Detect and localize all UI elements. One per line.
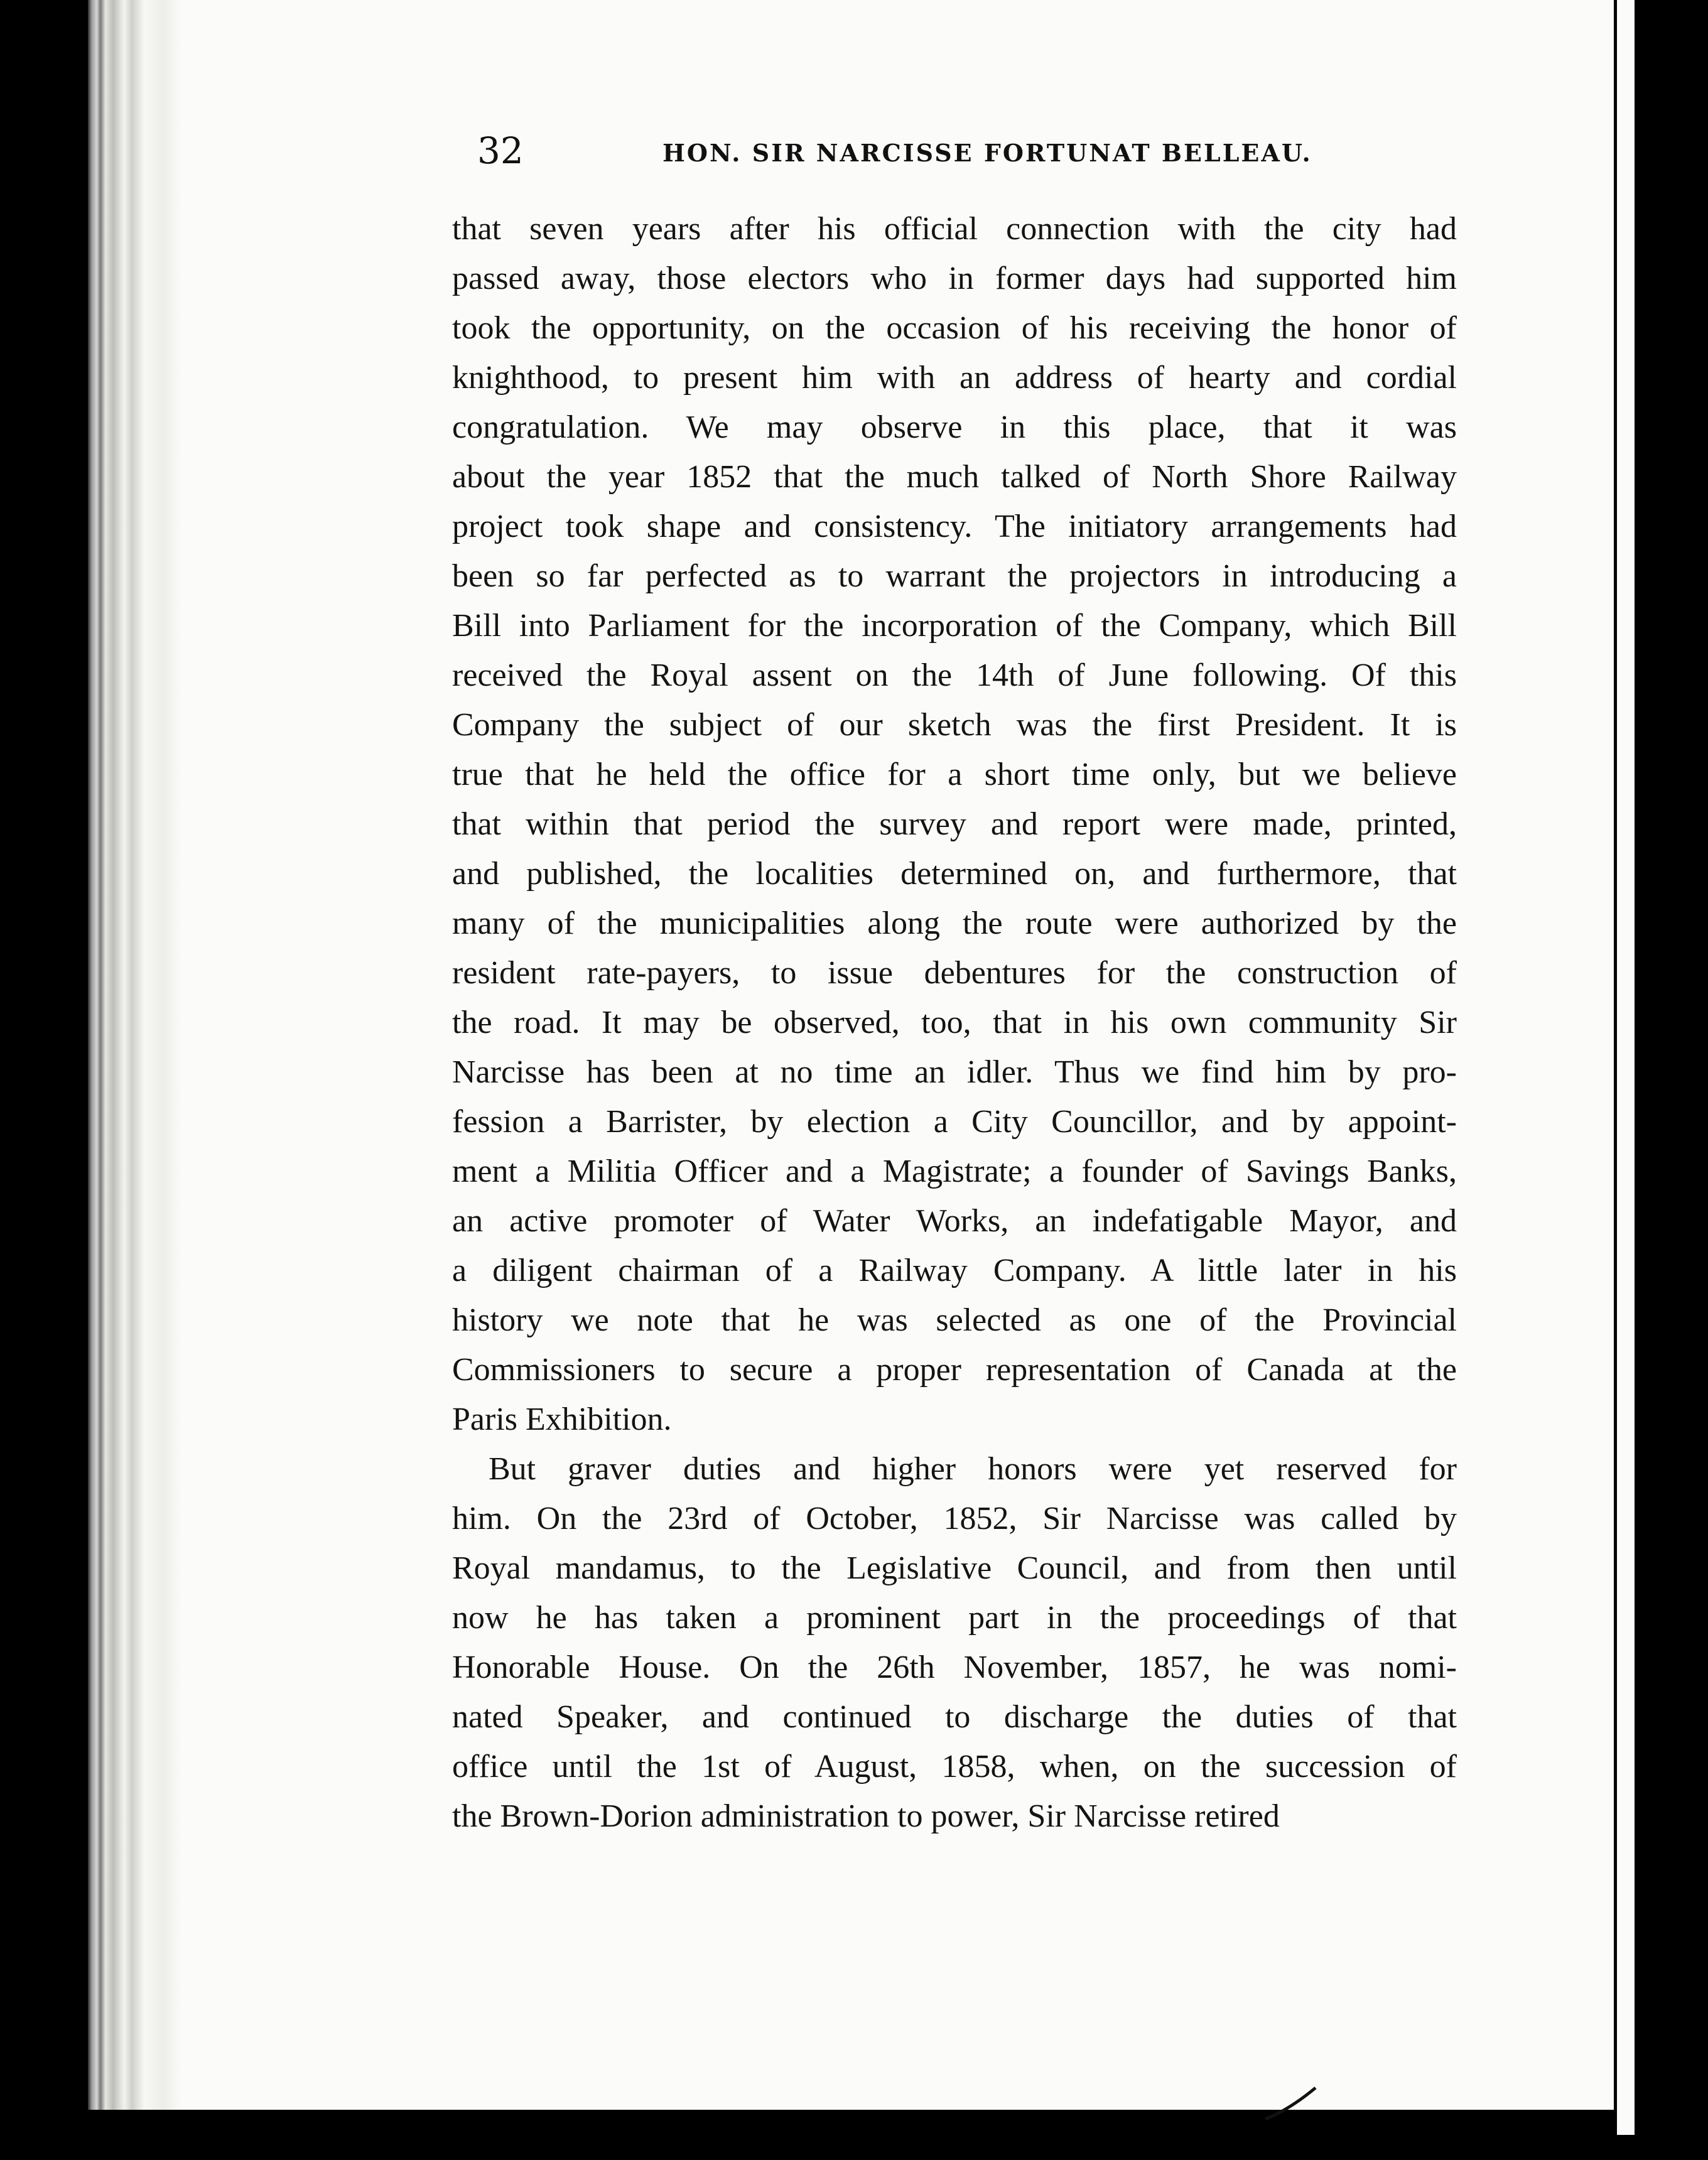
text-line: knighthood, to present him with an address of hearty and cordial	[452, 360, 1457, 396]
text-line: Commissioners to secure a proper representation of Canada at the	[452, 1352, 1457, 1388]
running-head: HON. SIR NARCISSE FORTUNAT BELLEAU.	[662, 139, 1312, 167]
text-line: an active promoter of Water Works, an indefatigable Mayor, and	[452, 1203, 1457, 1239]
text-line: him. On the 23rd of October, 1852, Sir Narcisse was called by	[452, 1501, 1457, 1536]
text-line: a diligent chairman of a Railway Company. A little later in his	[452, 1253, 1457, 1288]
text-line: about the year 1852 that the much talked of North Shore Railway	[452, 459, 1457, 495]
text-line: the Brown-Dorion administration to power, Sir Narcisse retired	[452, 1798, 1280, 1834]
text-line: project took shape and consistency. The initiatory arrangements had	[452, 509, 1457, 544]
text-line: office until the 1st of August, 1858, when, on the succession of	[452, 1749, 1457, 1785]
text-line: nated Speaker, and continued to discharge the duties of that	[452, 1699, 1457, 1735]
text-line: Company the subject of our sketch was the first President. It is	[452, 707, 1457, 743]
text-line: congratulation. We may observe in this place, that it was	[452, 409, 1457, 445]
text-line: been so far perfected as to warrant the projectors in introducing a	[452, 558, 1457, 594]
text-line: history we note that he was selected as one of the Provincial	[452, 1302, 1457, 1338]
page-header	[477, 126, 1312, 182]
adjacent-page-edge	[1617, 0, 1635, 2135]
text-line: Paris Exhibition.	[452, 1401, 672, 1437]
text-line: and published, the localities determined on, and furthermore, that	[452, 856, 1457, 892]
text-line: many of the municipalities along the route were authorized by the	[452, 905, 1457, 941]
text-line: Bill into Parliament for the incorporation of the Company, which Bill	[452, 608, 1457, 644]
text-line: ment a Militia Officer and a Magistrate; a founder of Savings Banks,	[452, 1153, 1457, 1189]
body-text	[452, 204, 1457, 1841]
text-line: the road. It may be observed, too, that in his own community Sir	[452, 1005, 1457, 1040]
text-line: took the opportunity, on the occasion of his receiving the honor of	[452, 310, 1457, 346]
text-line: passed away, those electors who in former days had supported him	[452, 261, 1457, 296]
text-line: fession a Barrister, by election a City Councillor, and by appoint-	[452, 1104, 1457, 1140]
binding-gutter	[88, 0, 182, 2110]
text-line: received the Royal assent on the 14th of June following. Of this	[452, 657, 1457, 693]
text-line: now he has taken a prominent part in the proceedings of that	[452, 1600, 1457, 1636]
text-line: that within that period the survey and report were made, printed,	[452, 806, 1457, 842]
text-line: true that he held the office for a short time only, but we believe	[452, 757, 1457, 792]
page-number: 32	[477, 129, 524, 172]
text-line: Royal mandamus, to the Legislative Council, and from then until	[452, 1550, 1457, 1586]
text-line: Honorable House. On the 26th November, 1857, he was nomi-	[452, 1650, 1457, 1685]
text-line: Narcisse has been at no time an idler. Thus we find him by pro-	[452, 1054, 1457, 1090]
text-line: But graver duties and higher honors were yet reserved for	[489, 1451, 1457, 1487]
text-line: resident rate-payers, to issue debentures for the construction of	[452, 955, 1457, 991]
pen-mark	[1262, 2085, 1319, 2122]
text-line: that seven years after his official connection with the city had	[452, 211, 1457, 247]
